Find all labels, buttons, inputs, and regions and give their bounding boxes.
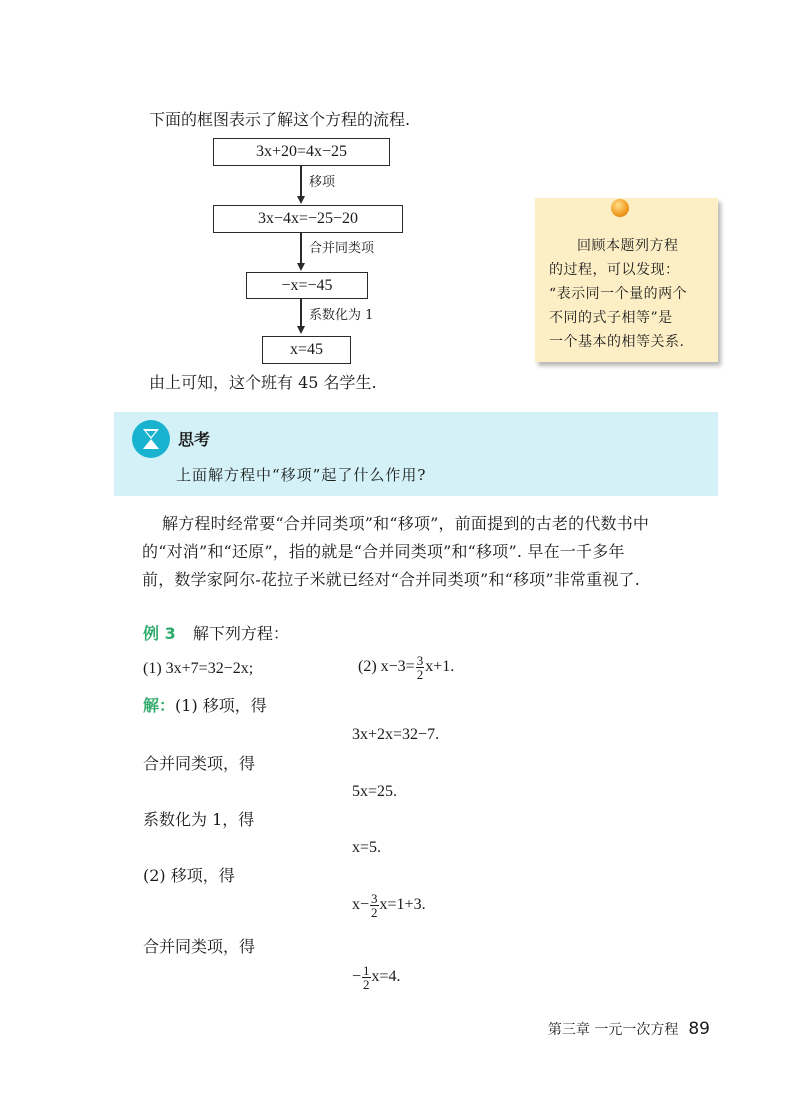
fraction-denominator: 2 — [371, 905, 378, 920]
hourglass-icon — [132, 420, 170, 458]
conclusion-text: 由上可知，这个班有 45 名学生. — [149, 373, 377, 392]
chapter-title: 第三章 一元一次方程 — [547, 1022, 679, 1038]
solution-step: 合并同类项，得 — [143, 754, 256, 773]
think-question: 上面解方程中“移项”起了什么作用? — [176, 466, 427, 484]
solution-start — [143, 696, 267, 716]
flow-arrow — [300, 299, 302, 326]
equation-right: x=4. — [371, 968, 401, 986]
flow-box-2: 3x−4x=−25−20 — [213, 205, 403, 233]
problem-2 — [358, 654, 454, 681]
equation-right: x=1+3. — [379, 896, 426, 914]
flow-box-4: x=45 — [262, 336, 351, 364]
fraction-denominator: 2 — [363, 977, 370, 992]
flow-box-1: 3x+20=4x−25 — [213, 138, 390, 166]
paragraph-line: 前，数学家阿尔-花拉子米就已经对“合并同类项”和“移项”非常重视了. — [142, 570, 641, 589]
arrow-down-icon — [297, 196, 305, 204]
page-footer — [548, 1020, 710, 1039]
solution-step: (2) 移项，得 — [143, 866, 235, 885]
problem-1: (1) 3x+7=32−2x; — [143, 660, 254, 677]
example-prompt: 解下列方程： — [192, 624, 289, 643]
flow-step-3: 系数化为 1 — [309, 308, 374, 323]
note-line: 回顾本题列方程 — [577, 238, 679, 254]
paragraph-line: 解方程时经常要“合并同类项”和“移项”，前面提到的古老的代数书中 — [162, 514, 650, 533]
flow-arrow — [300, 166, 302, 196]
flow-step-2: 合并同类项 — [309, 241, 375, 256]
solution-step: (1) 移项，得 — [175, 696, 267, 715]
sticky-note — [535, 198, 718, 362]
fraction — [362, 964, 371, 991]
example-heading — [143, 624, 289, 644]
fraction-numerator: 3 — [416, 653, 424, 668]
fraction-denominator: 2 — [416, 667, 424, 682]
equation-left: − — [352, 968, 362, 986]
note-line: 不同的式子相等”是 — [549, 310, 673, 326]
solution-equation: x=5. — [352, 839, 382, 856]
note-line: 的过程，可以发现： — [549, 262, 680, 278]
arrow-down-icon — [297, 326, 305, 334]
fraction-numerator: 1 — [363, 963, 370, 978]
solution-label: 解： — [143, 696, 176, 715]
problem-2-right: x+1. — [425, 658, 455, 676]
solution-step: 合并同类项，得 — [143, 937, 256, 956]
think-title: 思考 — [178, 430, 211, 449]
solution-equation: 5x=25. — [352, 783, 398, 800]
solution-equation — [352, 964, 401, 991]
note-line: “表示同一个量的两个 — [549, 286, 688, 302]
solution-step: 系数化为 1，得 — [143, 810, 255, 829]
fraction-numerator: 3 — [371, 891, 378, 906]
flow-step-1: 移项 — [309, 175, 336, 190]
arrow-down-icon — [297, 263, 305, 271]
example-label: 例 3 — [143, 624, 176, 643]
fraction — [370, 892, 379, 919]
solution-equation: 3x+2x=32−7. — [352, 726, 440, 743]
note-line: 一个基本的相等关系. — [549, 334, 685, 350]
fraction — [416, 654, 425, 681]
intro-text: 下面的框图表示了解这个方程的流程. — [149, 110, 411, 129]
flow-box-3: −x=−45 — [246, 272, 368, 299]
paragraph-line: 的“对消”和“还原”，指的就是“合并同类项”和“移项”. 早在一千多年 — [142, 542, 625, 561]
flow-arrow — [300, 233, 302, 263]
pushpin-icon — [611, 199, 629, 217]
solution-equation — [352, 892, 426, 919]
equation-left: x− — [352, 896, 370, 914]
page-number: 89 — [688, 1019, 710, 1039]
problem-2-left: (2) x−3= — [358, 658, 415, 676]
